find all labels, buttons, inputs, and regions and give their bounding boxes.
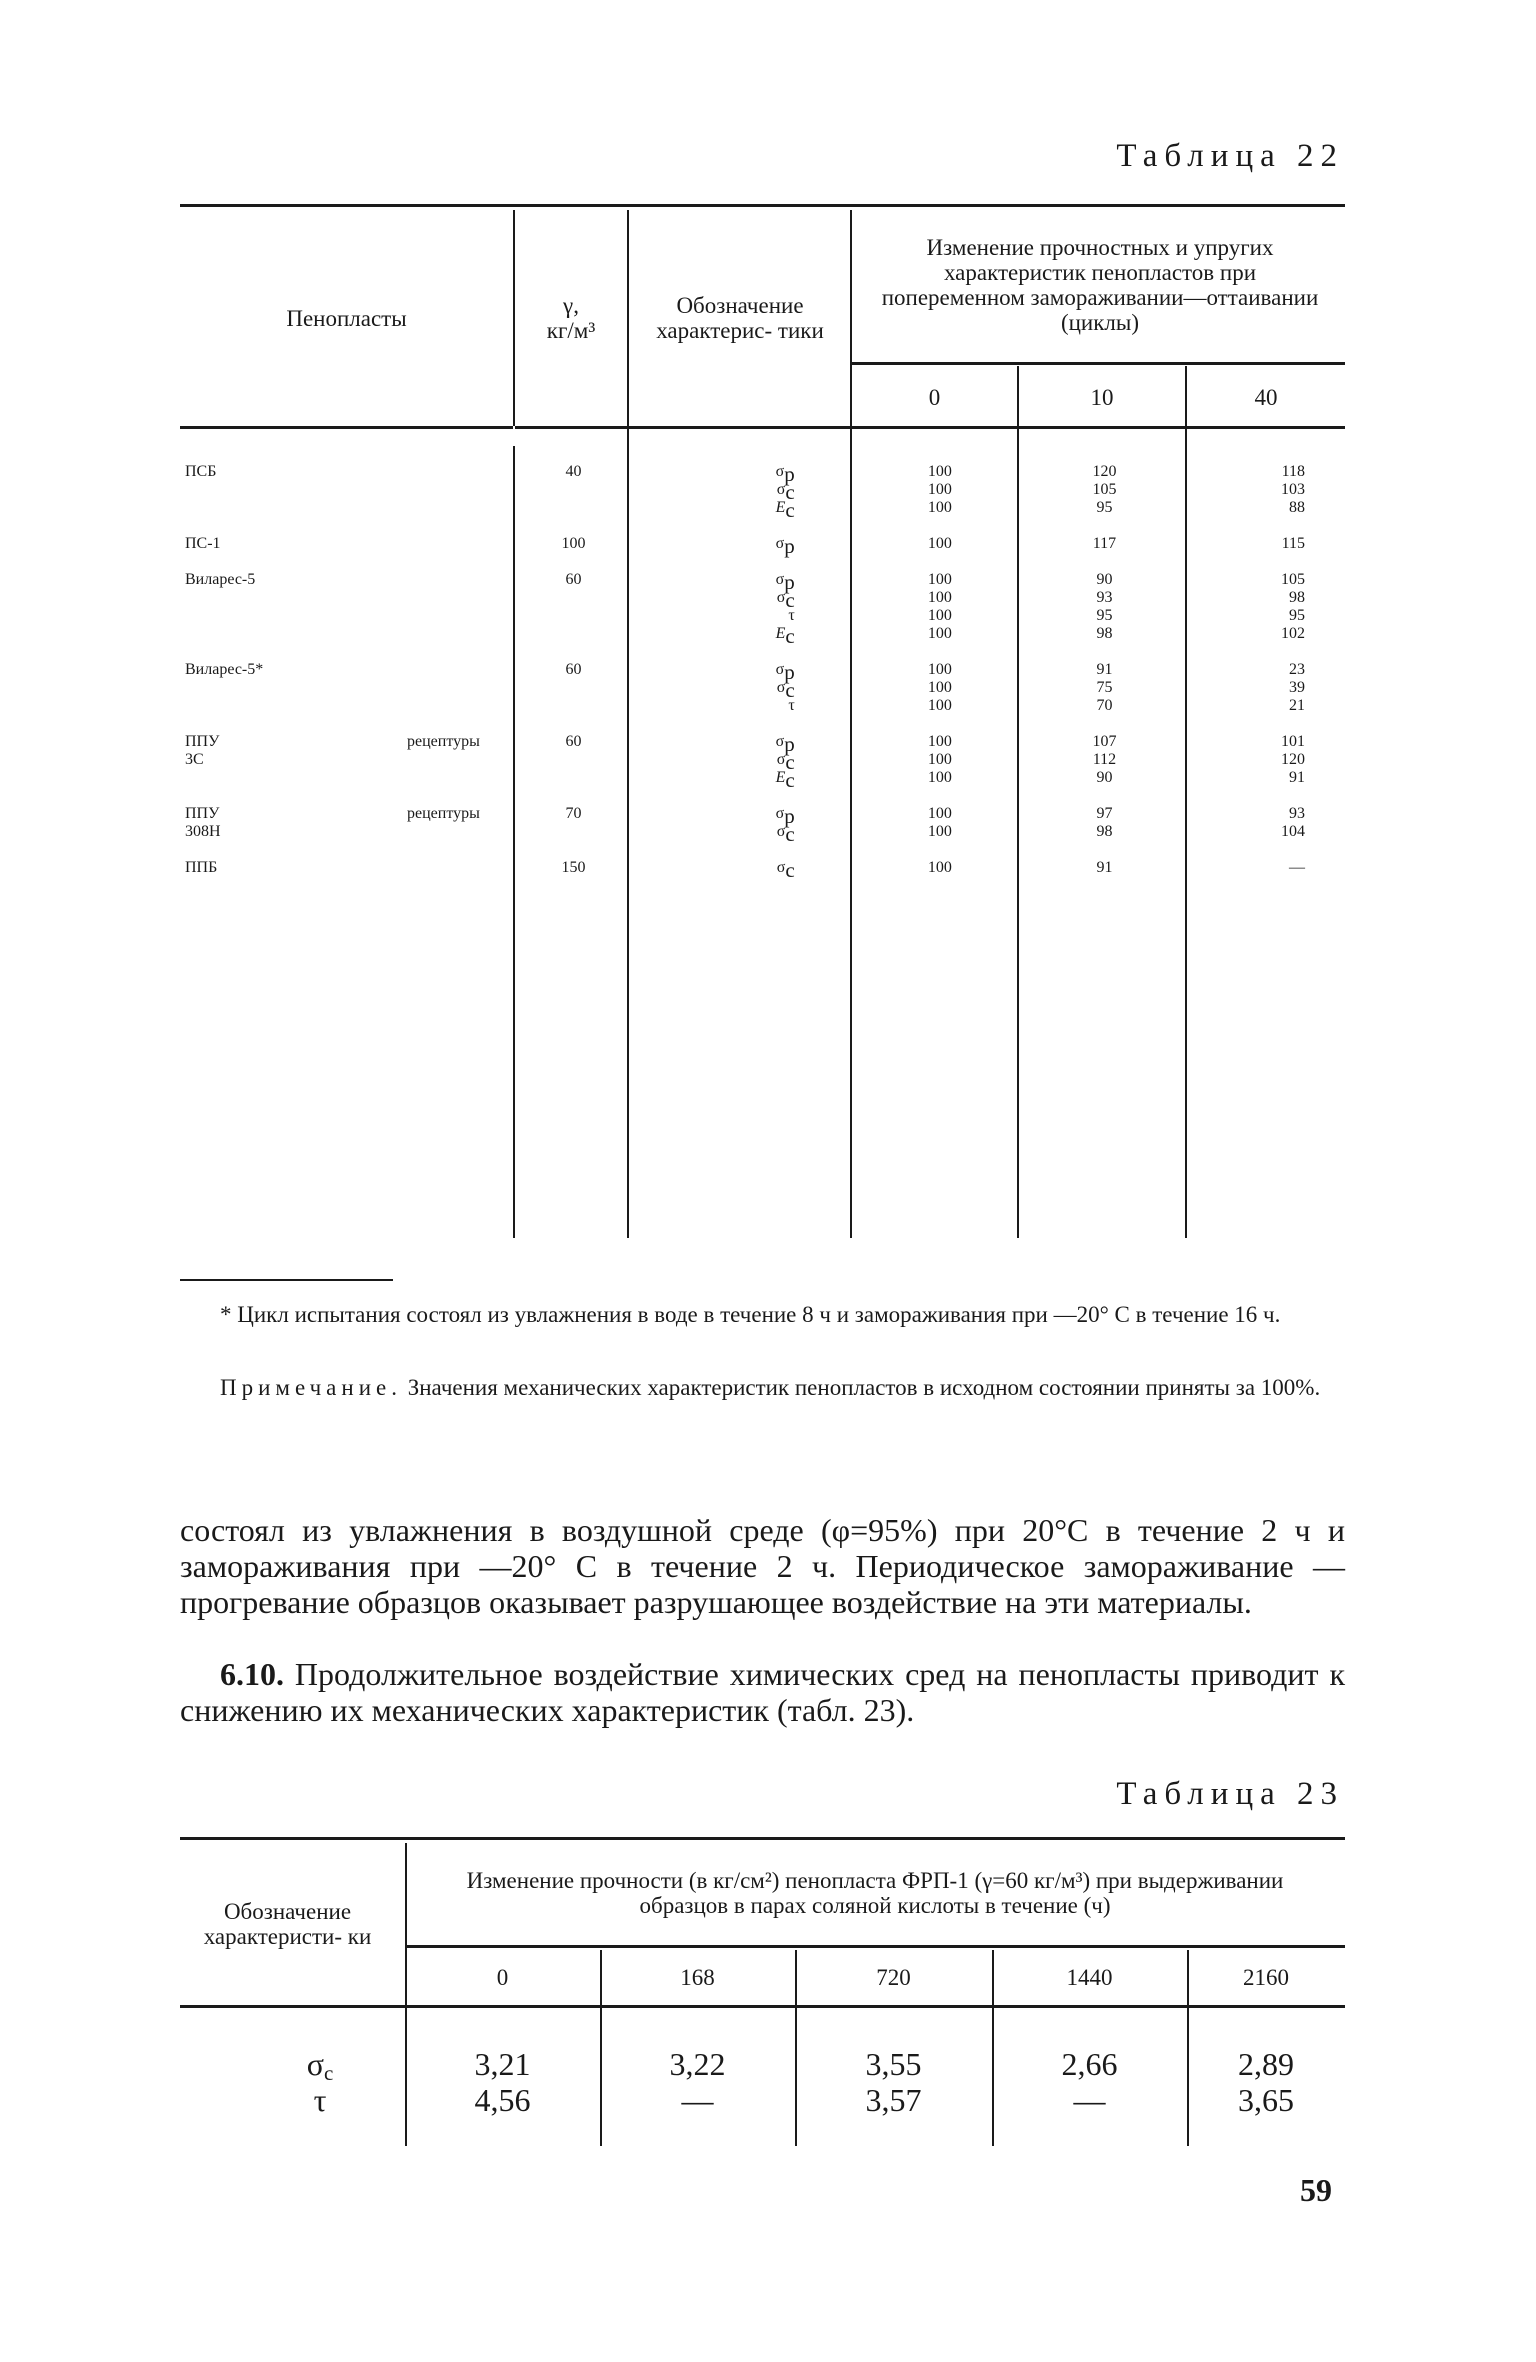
characteristic-symbol: E (775, 625, 786, 642)
table-cell-value: 3,55 (865, 2046, 922, 2082)
density-value: 70 (565, 805, 582, 822)
characteristic-symbol: σ (775, 733, 785, 750)
value-cycle-0 (858, 463, 1022, 517)
footnote-separator (180, 1279, 393, 1281)
table-22-caption: Таблица 22 (1116, 138, 1344, 174)
characteristic (657, 678, 795, 702)
value-cycle-10-item: 97 (1096, 805, 1113, 822)
value-cycle-0-item: 100 (927, 589, 952, 606)
characteristic-subscript: с (785, 750, 795, 774)
value-cycle-0-item: 100 (927, 733, 952, 750)
value-cycle-40-item: 120 (1281, 751, 1305, 768)
value-cycle-0-item: 100 (927, 499, 952, 516)
table-row (180, 534, 1345, 558)
characteristic-subscript: с (323, 2061, 334, 2085)
body-paragraph-2 (180, 1656, 1345, 1728)
characteristics (657, 462, 795, 522)
header-change: Изменение прочности (в кг/см²) пенопласта ФРП-1 (γ=60 кг/м³) при выдерживании образцов в парах соляной кислоты в течение (ч) (466, 1868, 1284, 1918)
header-hours-720: 720 (876, 1965, 911, 1990)
table-row (180, 661, 1345, 715)
value-cycle-10-item: 70 (1096, 697, 1113, 714)
characteristic-subscript: р (784, 462, 795, 486)
table-row (180, 858, 1345, 882)
characteristic-symbol: σ (775, 463, 785, 480)
divider (180, 1837, 1345, 1840)
characteristic-symbol: σ (776, 751, 786, 768)
table-22-body (180, 463, 1345, 895)
value-cycle-0-item: 100 (927, 679, 952, 696)
characteristic (657, 768, 795, 792)
value-cycle-10-item: 90 (1096, 571, 1113, 588)
characteristic-subscript: с (785, 480, 795, 504)
density-value: 100 (561, 535, 586, 552)
characteristics (657, 570, 795, 648)
value-cycle-0-item: 100 (927, 625, 952, 642)
value-cycle-40 (1187, 661, 1345, 715)
footnote: * Цикл испытания состоял из увлажнения в воде в течение 8 ч и замораживания при —20° С в течение 16 ч. (220, 1302, 1281, 1327)
characteristics (657, 804, 795, 846)
value-cycle-0 (858, 805, 1022, 841)
characteristic-subscript: с (785, 822, 795, 846)
header-gamma (515, 210, 627, 426)
header-hours-1440: 1440 (1066, 1965, 1113, 1990)
paragraph-text: Продолжительное воздействие химических сред на пенопласты приводит к снижению их механических характеристик (табл. 23). (180, 1656, 1345, 1728)
table-23-caption: Таблица 23 (1116, 1776, 1344, 1812)
value-cycle-10 (1022, 571, 1187, 643)
characteristic-subscript: р (784, 732, 795, 756)
section-number: 6.10. (220, 1656, 284, 1692)
density-value: 60 (565, 733, 582, 750)
characteristics (657, 534, 795, 558)
foam-name-line: ППУ рецептуры (185, 805, 480, 822)
characteristic (657, 498, 795, 522)
characteristic-symbol: σ (306, 2046, 324, 2082)
body-paragraph-1: состоял из увлажнения в воздушной среде (φ=95%) при 20°С в течение 2 ч и замораживания при —20° С в течение 2 ч. Периодическое замораживание — прогревание образцов оказывает разрушающее воздействие на эти материалы. (180, 1512, 1345, 1620)
characteristic (657, 462, 795, 486)
characteristic (657, 750, 795, 774)
foam-name (180, 571, 480, 643)
table-note (180, 1373, 1345, 1402)
value-cycle-0-item: 100 (927, 751, 952, 768)
value-cycle-0-item: 100 (927, 859, 952, 876)
value-cycle-40-item: 105 (1281, 571, 1305, 588)
value-cycle-0 (858, 859, 1022, 877)
characteristic (657, 822, 795, 846)
foam-name (180, 859, 480, 877)
characteristic-subscript: р (784, 804, 795, 828)
characteristic-subscript: р (784, 570, 795, 594)
characteristic-symbol: σ (776, 859, 786, 876)
header-cycle-0: 0 (928, 384, 941, 410)
note-label: Примечание. (220, 1375, 402, 1400)
value-cycle-0-item: 100 (927, 571, 952, 588)
table-cell-value: 3,21 (474, 2046, 531, 2082)
characteristic (657, 732, 795, 756)
value-cycle-10-item: 107 (1092, 733, 1117, 750)
characteristic-subscript: р (784, 534, 795, 558)
characteristic (657, 804, 795, 828)
value-cycle-0 (858, 733, 1022, 787)
characteristics (657, 858, 795, 882)
characteristic-symbol: σ (776, 481, 786, 498)
characteristic (657, 607, 795, 625)
value-cycle-0 (858, 571, 1022, 643)
table-row (180, 732, 1345, 792)
value-cycle-0-item: 100 (927, 697, 952, 714)
header-designation: Обозначение характерис- тики (656, 293, 824, 343)
density-value: 60 (565, 661, 582, 678)
foam-name (180, 535, 480, 553)
header-hours-0: 0 (496, 1965, 509, 1990)
value-cycle-10-item: 98 (1096, 823, 1113, 840)
value-cycle-40-item: 103 (1281, 481, 1305, 498)
density-value: 40 (565, 463, 582, 480)
header-foam: Пенопласты (286, 305, 407, 331)
foam-name (180, 733, 480, 787)
value-cycle-40-item: 101 (1281, 733, 1305, 750)
value-cycle-10-item: 93 (1096, 589, 1113, 606)
value-cycle-10 (1022, 535, 1187, 553)
value-cycle-40-item: 21 (1289, 697, 1305, 714)
header-gamma-symbol: γ, (563, 293, 579, 318)
value-cycle-40 (1187, 535, 1345, 553)
value-cycle-10-item: 91 (1096, 859, 1113, 876)
characteristic (657, 697, 795, 715)
table-cell-value: 4,56 (474, 2082, 531, 2118)
characteristic-subscript: с (785, 768, 795, 792)
value-cycle-10-item: 95 (1096, 607, 1113, 624)
header-cycle-40: 40 (1254, 384, 1278, 410)
characteristic (657, 858, 795, 882)
value-cycle-40 (1187, 805, 1345, 841)
characteristic-symbol: σ (776, 679, 786, 696)
characteristic (657, 660, 795, 684)
table-cell-value: — (1073, 2082, 1106, 2118)
header-hours-2160: 2160 (1243, 1965, 1289, 1990)
value-cycle-10-item: 91 (1096, 661, 1113, 678)
characteristic-symbol: τ (313, 2082, 327, 2118)
table-row (180, 570, 1345, 648)
foam-name-line: ППУ рецептуры (185, 733, 480, 750)
characteristic-symbol: E (775, 769, 786, 786)
value-cycle-10-item: 120 (1092, 463, 1117, 480)
characteristic-symbol: E (775, 499, 786, 516)
value-cycle-40-item: 115 (1281, 535, 1305, 552)
foam-name (180, 805, 480, 841)
foam-name (180, 463, 480, 517)
value-cycle-40-item: 39 (1289, 679, 1305, 696)
value-cycle-0-item: 100 (927, 535, 952, 552)
header-cycle-10: 10 (1090, 384, 1114, 410)
foam-name-line: Виларес-5* (185, 661, 264, 678)
characteristic-subscript: с (785, 588, 795, 612)
value-cycle-0-item: 100 (927, 823, 952, 840)
value-cycle-40 (1187, 571, 1345, 643)
characteristic-symbol: τ (788, 607, 795, 624)
characteristic-symbol: τ (788, 697, 795, 714)
foam-name-line: ПС-1 (185, 535, 221, 552)
table-cell-value: 3,65 (1238, 2082, 1294, 2118)
characteristics (657, 732, 795, 792)
divider (405, 1945, 1345, 1948)
value-cycle-10 (1022, 859, 1187, 877)
divider (180, 426, 1345, 429)
value-cycle-10 (1022, 463, 1187, 517)
value-cycle-0-item: 100 (927, 607, 952, 624)
characteristic (657, 480, 795, 504)
value-cycle-40-item: 118 (1281, 463, 1305, 480)
value-cycle-10 (1022, 733, 1187, 787)
characteristic (657, 534, 795, 558)
divider (180, 204, 1345, 207)
value-cycle-0-item: 100 (927, 661, 952, 678)
density-value: 60 (565, 571, 582, 588)
note-text: Значения механических характеристик пенопластов в исходном состоянии приняты за 100%. (401, 1375, 1321, 1400)
divider (180, 2005, 1345, 2008)
value-cycle-40-item: 88 (1289, 499, 1305, 516)
foam-name (180, 661, 480, 715)
value-cycle-0-item: 100 (927, 805, 952, 822)
value-cycle-10-item: 75 (1096, 679, 1113, 696)
value-cycle-10 (1022, 805, 1187, 841)
value-cycle-10-item: 112 (1092, 751, 1117, 768)
foam-name-line: ППБ (185, 859, 218, 876)
value-cycle-0-item: 100 (927, 769, 952, 786)
header-designation: Обозначение характеристи- ки (203, 1899, 372, 1949)
characteristic (270, 2082, 370, 2118)
value-cycle-40-item: 102 (1281, 625, 1305, 642)
value-cycle-0 (858, 535, 1022, 553)
table-cell-value: 2,89 (1238, 2046, 1294, 2082)
table-cell-value: 3,57 (865, 2082, 922, 2118)
characteristic-subscript: с (785, 678, 795, 702)
characteristic-subscript: с (785, 624, 795, 648)
density-value: 150 (561, 859, 586, 876)
value-cycle-40 (1187, 463, 1345, 517)
table-cell-value: 3,22 (669, 2046, 726, 2082)
value-cycle-10 (1022, 661, 1187, 715)
foam-name-line: 308Н (185, 823, 221, 840)
value-cycle-10-item: 95 (1096, 499, 1113, 516)
characteristic-subscript: с (785, 858, 795, 882)
characteristic-subscript: р (784, 660, 795, 684)
header-hours-168: 168 (680, 1965, 715, 1990)
value-cycle-10-item: 98 (1096, 625, 1113, 642)
characteristic-symbol: σ (776, 823, 786, 840)
characteristic-symbol: σ (775, 805, 785, 822)
table-cell-value: 2,66 (1061, 2046, 1118, 2082)
value-cycle-40-item: 91 (1289, 769, 1305, 786)
header-change: Изменение прочностных и упругих характеристик пенопластов при попеременном замораживании—оттаивании (циклы) (881, 235, 1319, 335)
foam-name-line: ПСБ (185, 463, 217, 480)
characteristics (657, 661, 795, 715)
characteristic-subscript: с (785, 498, 795, 522)
value-cycle-10-item: 90 (1096, 769, 1113, 786)
value-cycle-40 (1187, 859, 1345, 877)
characteristic (657, 588, 795, 612)
page-number: 59 (1300, 2172, 1332, 2208)
table-row (180, 462, 1345, 522)
characteristic-symbol: σ (775, 661, 785, 678)
value-cycle-40-item: 98 (1289, 589, 1305, 606)
value-cycle-10-item: 117 (1092, 535, 1117, 552)
value-cycle-10-item: 105 (1092, 481, 1117, 498)
characteristic-symbol: σ (776, 589, 786, 606)
value-cycle-0-item: 100 (927, 481, 952, 498)
characteristic-symbol: σ (775, 535, 785, 552)
table-row (180, 804, 1345, 846)
foam-name-line: 3С (185, 751, 204, 768)
characteristic (657, 570, 795, 594)
value-cycle-40 (1187, 733, 1345, 787)
value-cycle-40-item: 95 (1289, 607, 1305, 624)
value-cycle-0 (858, 661, 1022, 715)
characteristic-symbol: σ (775, 571, 785, 588)
value-cycle-40-item: 23 (1289, 661, 1305, 678)
value-cycle-40-item: — (1289, 859, 1305, 876)
header-gamma-unit: кг/м³ (546, 318, 596, 343)
value-cycle-40-item: 104 (1281, 823, 1305, 840)
foam-name-line: Виларес-5 (185, 571, 256, 588)
value-cycle-0-item: 100 (927, 463, 952, 480)
divider (850, 362, 1345, 365)
characteristic (270, 2046, 370, 2085)
table-cell-value: — (681, 2082, 714, 2118)
characteristic (657, 624, 795, 648)
value-cycle-40-item: 93 (1289, 805, 1305, 822)
